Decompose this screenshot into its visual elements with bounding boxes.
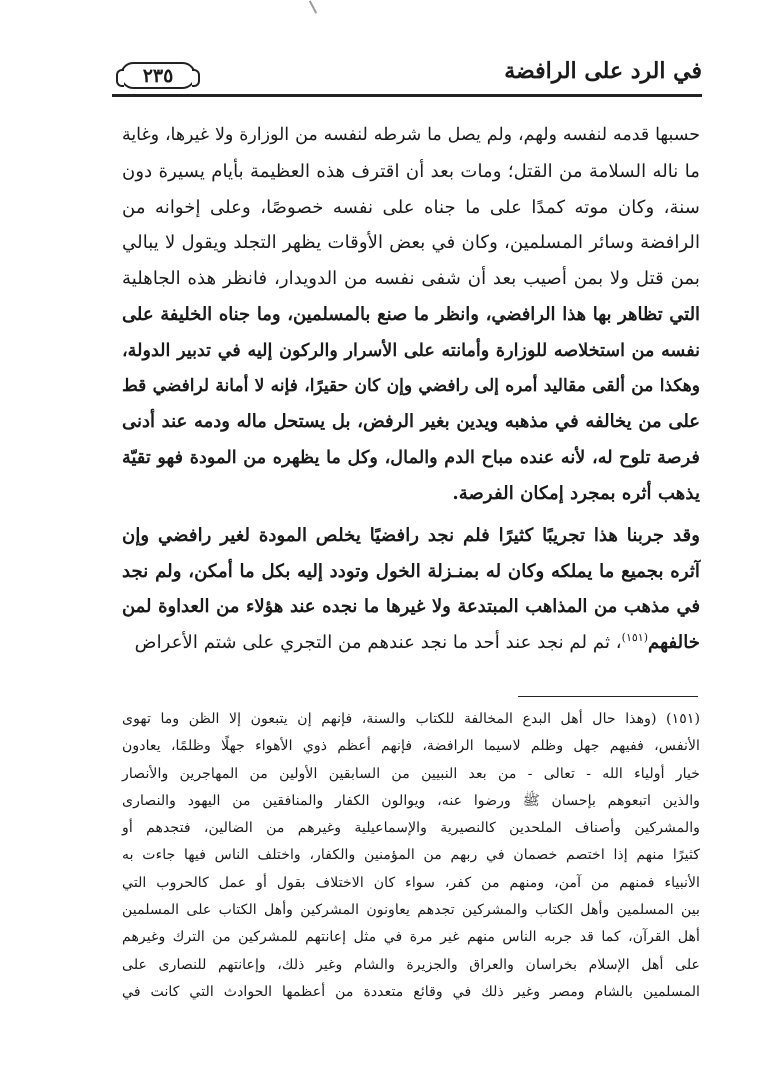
footnote-line: على أهل الإسلام بخراسان والعراق والجزيرة والشام وغير ذلك، وإعانتهم للنصارى على [122, 956, 700, 973]
header-rule [112, 94, 702, 97]
footnote-line: والذين اتبعوهم بإحسان ﷺ ورضوا عنه، ويوالون الكفار والمنافقين من اليهود والنصارى [122, 792, 700, 809]
footnote-line: الأنفس، ففيهم جهل وظلم لاسيما الرافضة، فإنهم أعظم ذوي الأهواء جهلًا وظلمًا، يعادون [122, 738, 700, 755]
page-header [112, 58, 702, 98]
footnote-line: بين المسلمين وأهل الكتاب والمشركين تجدهم يعاونون المشركين وأهل الكتاب على المسلمين [122, 902, 700, 919]
footnote-line: أهل القرآن، كما قد جربه الناس منهم غير مرة في مثل إعانتهم للمشركين من الترك وغيرهم [122, 929, 700, 946]
footnote-line: والمشركين وأصناف الملحدين كالنصيرية والإسماعيلية وغيرهم من الضالين، فتجدهم أو [122, 820, 700, 837]
paragraph-2 [122, 518, 700, 661]
text-run: خالفهم [647, 632, 700, 654]
text-run: ، ثم لم نجد عند أحد ما نجد عندهم من التجري على شتم الأعراض [134, 632, 622, 654]
text-line: يذهب أثره بمجرد إمكان الفرصة. [452, 482, 700, 504]
text-line: آثره بجميع ما يملكه وكان له بمنـزلة الخول وتودد إليه بكل ما أمكن، ولم نجد [122, 560, 700, 582]
footnote-line: خيار أولياء الله - تعالى - من بعد النبيين من السابقين الأولين من المهاجرين والأنصار [122, 765, 700, 782]
main-text [122, 118, 700, 661]
text-line: التي تظاهر بها هذا الرافضي، وانظر ما صنع بالمسلمين، وما جناه الخليفة على [122, 303, 700, 325]
footnote-line: (١٥١) (وهذا حال أهل البدع المخالفة للكتاب والسنة، فإنهم إن يتبعون إلا الظن وما تهوى [122, 711, 700, 727]
text-line: نفسه من استخلاصه للوزارة وأمانته على الأسرار والركون إليه في تدبير الدولة، [122, 339, 700, 361]
text-line: الرافضة وسائر المسلمين، وكان في بعض الأوقات يظهر التجلد ويقول لا يبالي [122, 232, 700, 254]
text-line: في مذهب من المذاهب المبتدعة ولا غيرها ما نجده عند هؤلاء من العداوة لمن [122, 596, 700, 618]
text-line [122, 625, 700, 661]
scan-mark [309, 0, 317, 13]
footnote-line: الأنبياء فمنهم من آمن، ومنهم من كفر، سواء كان الاختلاف بقول أو عمل كالحروب التي [122, 874, 700, 891]
footnotes [122, 706, 700, 1006]
text-line: على من يخالفه في مذهبه ويدين بغير الرفض، بل يستحل ماله ودمه عند أدنى [122, 411, 700, 433]
text-line: فرصة تلوح له، لأنه عنده مباح الدم والمال، وكل ما يظهره من المودة فهو تقيّة [122, 447, 700, 469]
running-title: في الرد على الرافضة [504, 58, 702, 84]
text-line: وقد جربنا هذا تجريبًا كثيرًا فلم نجد رافضيًا يخلص المودة لغير رافضي وإن [122, 524, 700, 546]
footnote-line: كثيرًا منهم إذا اختصم خصمان في ربهم من المؤمنين والكفار، واختلف الناس فيها جاءت به [122, 847, 700, 864]
footnote-line: المسلمين بالشام ومصر وغير ذلك في وقائع متعددة من أعظمها الحوادث التي كانت في [122, 983, 700, 1000]
text-line: ما ناله السلامة من القتل؛ ومات بعد أن اقترف هذه العظيمة بأيام يسيرة دون [122, 160, 700, 182]
footnote-separator [518, 696, 698, 697]
footnote-reference[interactable]: (١٥١) [621, 631, 648, 645]
text-line: سنة، وكان موته كمدًا على ما جناه على نفسه خصوصًا، وعلى إخوانه من [122, 196, 700, 218]
text-line: وهكذا من ألقى مقاليد أمره إلى رافضي وإن كان حقيرًا، فإنه لا أمانة لرافضي قط [122, 375, 700, 396]
page-number-text: ٢٣٥ [142, 64, 174, 87]
page-number [120, 62, 196, 89]
text-line: حسبها قدمه لنفسه ولهم، ولم يصل ما شرطه لنفسه من الوزارة ولا غيرها، وغاية [122, 125, 700, 145]
text-line: بمن قتل ولا بمن أصيب بعد أن شفى نفسه من الدويدار، فانظر هذه الجاهلية [122, 268, 700, 290]
